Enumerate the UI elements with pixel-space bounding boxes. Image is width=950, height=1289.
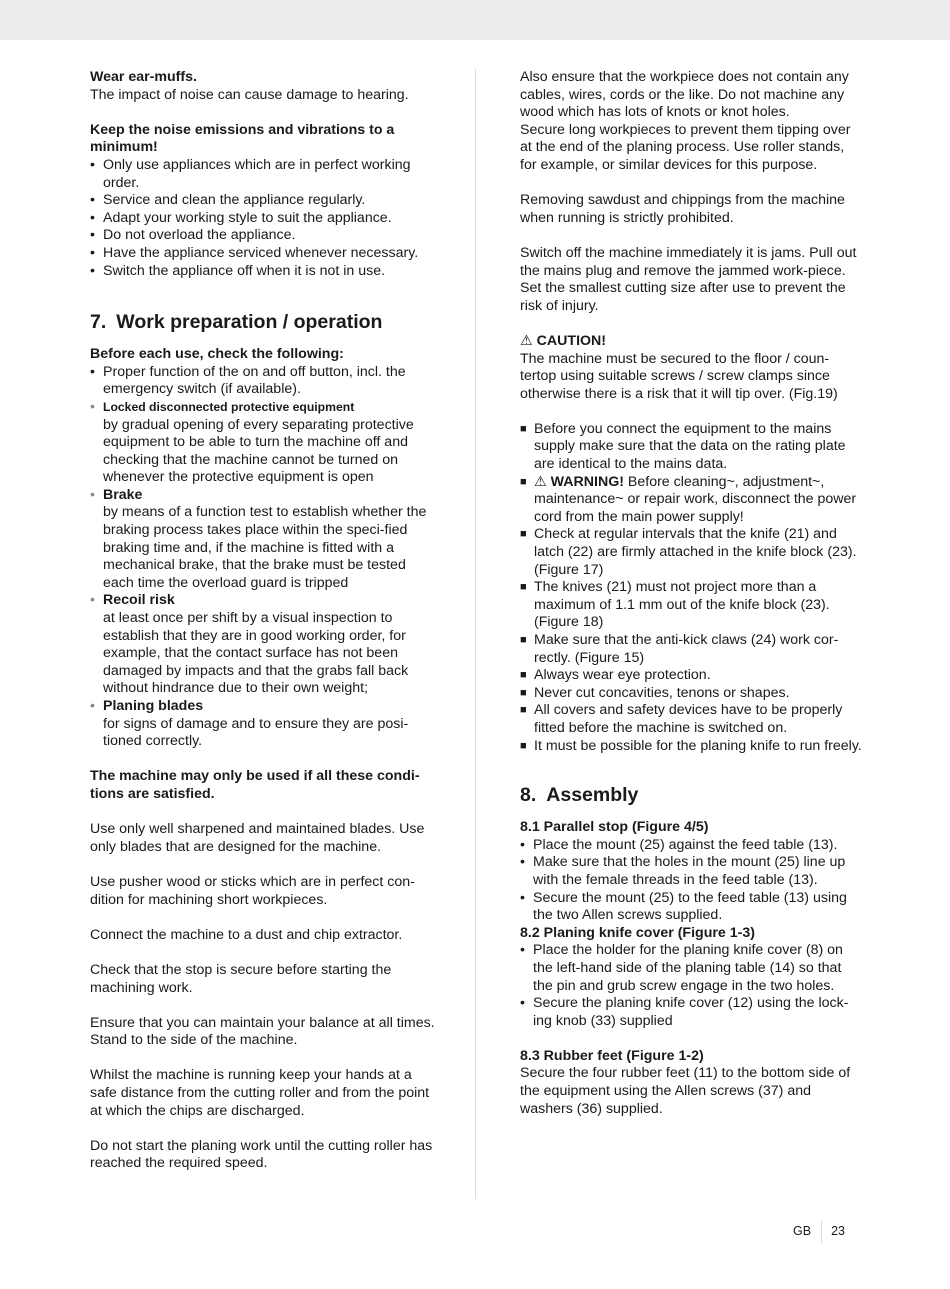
noise-title: Keep the noise emissions and vibrations to a minimum! bbox=[90, 121, 395, 156]
list-item: ■ It must be possible for the planing knife to run freely. bbox=[520, 738, 862, 756]
sub-text: at least once per shift by a visual inspection to establish that they are in good working order, for example, that the contact surface has not been damaged by impacts and that the grabs fall back without hindrance due to their own weight; bbox=[103, 610, 409, 697]
warning-text: Before cleaning~, adjustment~, maintenance~ or repair work, disconnect the power cord from the main power supply! bbox=[534, 473, 857, 525]
check-sub-list bbox=[90, 399, 435, 751]
parallel-stop-list bbox=[520, 837, 862, 925]
list-item bbox=[520, 474, 862, 527]
section-title: Assembly bbox=[546, 784, 639, 807]
list-item: ■ The knives (21) must not project more than a maximum of 1.1 mm out of the knife block (23). (Figure 18) bbox=[520, 579, 862, 632]
section-7-heading bbox=[90, 310, 435, 334]
paragraph: Ensure that you can maintain your balance at all times. Stand to the side of the machine. bbox=[90, 1014, 435, 1049]
sub-text: by means of a function test to establish whether the braking process takes place within the speci-fied braking time and, if the machine is fitted with a mechanical brake, that the brake must be tested each time the overload guard is tripped bbox=[103, 504, 427, 591]
list-item: • Have the appliance serviced whenever necessary. bbox=[90, 245, 435, 263]
subsection-title: 8.3 Rubber feet (Figure 1-2) bbox=[520, 1047, 704, 1064]
ear-muffs-title: Wear ear-muffs. bbox=[90, 69, 197, 85]
sub-text: for signs of damage and to ensure they are posi-tioned correctly. bbox=[103, 715, 409, 750]
paragraph: Secure the four rubber feet (11) to the bottom side of the equipment using the Allen screws (37) and washers (36) supplied. bbox=[520, 1065, 851, 1117]
footer-divider bbox=[821, 1220, 822, 1244]
sub-title: • Recoil risk bbox=[103, 592, 175, 609]
list-item bbox=[90, 399, 435, 487]
list-item bbox=[90, 592, 435, 698]
list-item: • Secure the mount (25) to the feed table (13) using the two Allen screws supplied. bbox=[520, 890, 862, 925]
list-item: ■ Always wear eye protection. bbox=[520, 667, 862, 685]
sub-text: by gradual opening of every separating protective equipment to be able to turn the machine off and checking that the machine cannot be turned on whenever the protective equipment is open bbox=[103, 416, 414, 486]
list-item: • Do not overload the appliance. bbox=[90, 227, 435, 245]
list-item: • Switch the appliance off when it is not in use. bbox=[90, 263, 435, 281]
paragraph: Secure long workpieces to prevent them tipping over at the end of the planing process. Use roller stands, for example, or similar devices for this purpose. bbox=[520, 121, 851, 173]
page-number: 23 bbox=[831, 1224, 845, 1239]
noise-list bbox=[90, 157, 435, 280]
list-item: • Place the mount (25) against the feed table (13). bbox=[520, 837, 862, 855]
list-item bbox=[90, 487, 435, 593]
safety-list bbox=[520, 421, 862, 755]
list-item: • Proper function of the on and off button, incl. the emergency switch (if available). bbox=[90, 364, 435, 399]
page-footer bbox=[793, 1220, 845, 1240]
paragraph: Also ensure that the workpiece does not contain any cables, wires, cords or the like. Do not machine any wood which has lots of knots or knot holes. bbox=[520, 69, 849, 121]
list-item: • Only use appliances which are in perfect working order. bbox=[90, 157, 435, 192]
list-item: ■ Check at regular intervals that the knife (21) and latch (22) are firmly attached in the knife block (23). (Figure 17) bbox=[520, 526, 862, 579]
sub-title: • Brake bbox=[103, 486, 143, 503]
list-item bbox=[90, 698, 435, 751]
section-title: Work preparation / operation bbox=[116, 311, 383, 334]
section-8-heading bbox=[520, 783, 862, 807]
list-item: ■ All covers and safety devices have to be properly fitted before the machine is switched on. bbox=[520, 702, 862, 737]
list-item: ■ Never cut concavities, tenons or shapes. bbox=[520, 685, 862, 703]
paragraph: Use pusher wood or sticks which are in perfect con-dition for machining short workpieces. bbox=[90, 873, 415, 908]
list-item: ■ Make sure that the anti-kick claws (24) work cor-rectly. (Figure 15) bbox=[520, 632, 862, 667]
list-item: • Secure the planing knife cover (12) using the lock-ing knob (33) supplied bbox=[520, 995, 862, 1030]
ear-muffs-text: The impact of noise can cause damage to hearing. bbox=[90, 86, 409, 103]
right-column bbox=[520, 69, 862, 1118]
subsection-title: 8.2 Planing knife cover (Figure 1-3) bbox=[520, 924, 755, 941]
caution-text: The machine must be secured to the floor / coun-tertop using suitable screws / screw clamps since otherwise there is a risk that it will tip over. (Fig.19) bbox=[520, 350, 838, 402]
paragraph: Removing sawdust and chippings from the machine when running is strictly prohibited. bbox=[520, 192, 845, 226]
list-item: • Place the holder for the planing knife cover (8) on the left-hand side of the planing table (14) so that the pin and grub screw engage in the two holes. bbox=[520, 942, 862, 995]
section-number: 7. bbox=[90, 311, 107, 334]
check-list bbox=[90, 364, 435, 399]
warning-label: ⚠ WARNING! bbox=[534, 473, 624, 490]
caution-title: ⚠ CAUTION! bbox=[520, 332, 607, 349]
list-item: • Make sure that the holes in the mount (25) line up with the female threads in the feed table (13). bbox=[520, 854, 862, 889]
paragraph: Connect the machine to a dust and chip extractor. bbox=[90, 926, 403, 943]
subsection-title: 8.1 Parallel stop (Figure 4/5) bbox=[520, 819, 709, 836]
list-item: • Service and clean the appliance regularly. bbox=[90, 192, 435, 210]
sub-title: • Locked disconnected protective equipment bbox=[103, 399, 355, 414]
sub-title: • Planing blades bbox=[103, 698, 204, 714]
paragraph: Do not start the planing work until the cutting roller has reached the required speed. bbox=[90, 1137, 433, 1172]
paragraph: Set the smallest cutting size after use to prevent the risk of injury. bbox=[520, 280, 846, 314]
conditions-note: The machine may only be used if all these condi-tions are satisfied. bbox=[90, 768, 420, 802]
paragraph: Whilst the machine is running keep your hands at a safe distance from the cutting roller and from the point at which the chips are discharged. bbox=[90, 1067, 430, 1119]
paragraph: Switch off the machine immediately it is jams. Pull out the mains plug and remove the jammed work-piece. bbox=[520, 244, 857, 279]
paragraph: Check that the stop is secure before starting the machining work. bbox=[90, 961, 392, 996]
language-code: GB bbox=[793, 1224, 812, 1239]
knife-cover-list bbox=[520, 942, 862, 1030]
section-number: 8. bbox=[520, 784, 537, 807]
check-title: Before each use, check the following: bbox=[90, 346, 344, 363]
list-item: • Adapt your working style to suit the appliance. bbox=[90, 210, 435, 228]
paragraph: Use only well sharpened and maintained blades. Use only blades that are designed for the machine. bbox=[90, 821, 425, 855]
left-column bbox=[90, 69, 435, 1173]
column-divider bbox=[475, 69, 476, 1199]
top-bar bbox=[0, 0, 950, 40]
list-item: ■ Before you connect the equipment to the mains supply make sure that the data on the rating plate are identical to the mains data. bbox=[520, 421, 862, 474]
